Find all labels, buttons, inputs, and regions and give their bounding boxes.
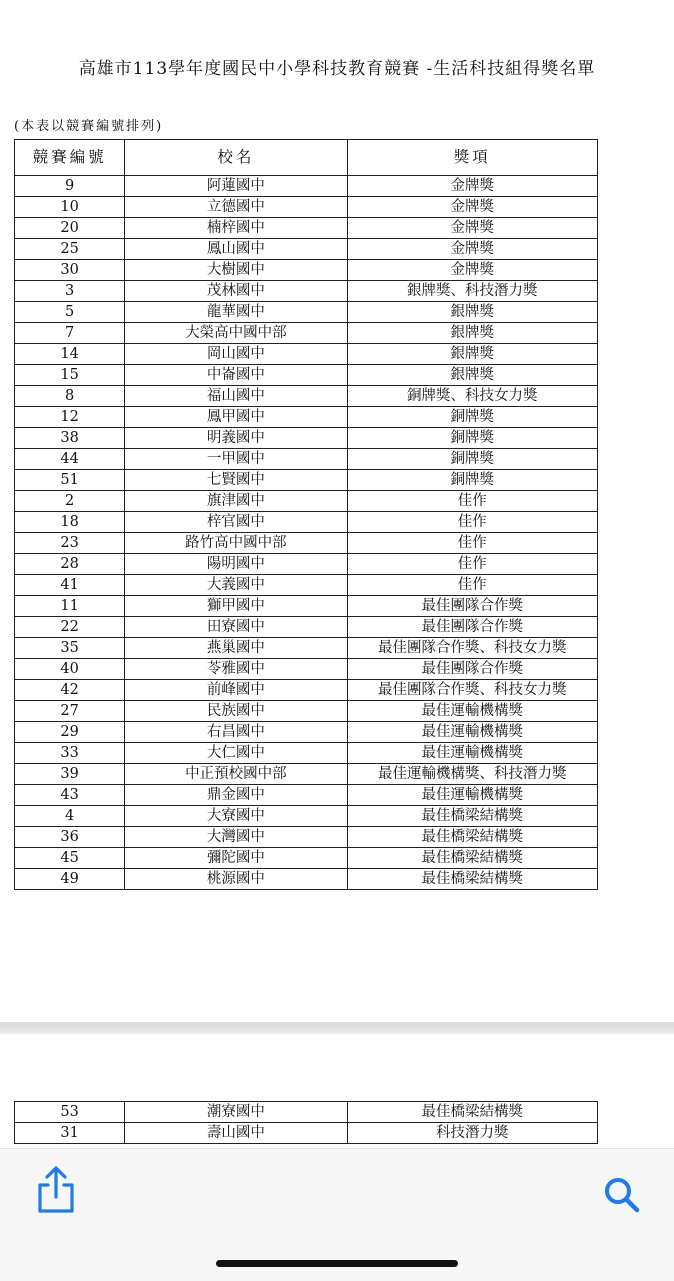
cell-school: 明義國中 <box>125 428 347 449</box>
cell-school: 中正預校國中部 <box>125 764 347 785</box>
cell-award: 最佳團隊合作獎、科技女力獎 <box>347 680 597 701</box>
cell-award: 銀牌獎 <box>347 365 597 386</box>
cell-school: 陽明國中 <box>125 554 347 575</box>
cell-number: 5 <box>15 302 125 323</box>
cell-school: 燕巢國中 <box>125 638 347 659</box>
table-row <box>15 680 598 701</box>
table-row <box>15 827 598 848</box>
table-row <box>15 428 598 449</box>
cell-award: 最佳運輸機構獎 <box>347 743 597 764</box>
cell-school: 七賢國中 <box>125 470 347 491</box>
cell-award: 最佳團隊合作獎 <box>347 596 597 617</box>
table-row <box>15 407 598 428</box>
cell-award: 銀牌獎 <box>347 344 597 365</box>
cell-school: 大寮國中 <box>125 806 347 827</box>
cell-school: 茂林國中 <box>125 281 347 302</box>
table-row <box>15 218 598 239</box>
header-number: 競賽編號 <box>15 140 125 176</box>
cell-school: 楠梓國中 <box>125 218 347 239</box>
share-button[interactable] <box>34 1165 78 1215</box>
table-row <box>15 176 598 197</box>
awards-table-body <box>15 176 598 890</box>
cell-number: 8 <box>15 386 125 407</box>
cell-school: 福山國中 <box>125 386 347 407</box>
table-row <box>15 848 598 869</box>
cell-award: 佳作 <box>347 575 597 596</box>
cell-number: 41 <box>15 575 125 596</box>
cell-school: 獅甲國中 <box>125 596 347 617</box>
table-row <box>15 806 598 827</box>
table-row <box>15 386 598 407</box>
cell-number: 40 <box>15 659 125 680</box>
cell-number: 35 <box>15 638 125 659</box>
cell-award: 最佳橋梁結構獎 <box>347 1102 597 1123</box>
document-title: 高雄市113學年度國民中小學科技教育競賽 -生活科技組得獎名單 <box>78 59 596 79</box>
table-row <box>15 638 598 659</box>
cell-award: 最佳運輸機構獎 <box>347 701 597 722</box>
table-row <box>15 743 598 764</box>
table-row <box>15 764 598 785</box>
table-row <box>15 449 598 470</box>
table-row <box>15 554 598 575</box>
cell-number: 11 <box>15 596 125 617</box>
sort-note: (本表以競賽編號排列) <box>14 119 164 134</box>
cell-school: 彌陀國中 <box>125 848 347 869</box>
cell-number: 43 <box>15 785 125 806</box>
cell-number: 51 <box>15 470 125 491</box>
table-row <box>15 1102 598 1123</box>
awards-table-page2 <box>14 1101 598 1144</box>
cell-number: 3 <box>15 281 125 302</box>
table-row <box>15 260 598 281</box>
cell-award: 銅牌獎 <box>347 449 597 470</box>
cell-school: 潮寮國中 <box>125 1102 347 1123</box>
cell-school: 路竹高中國中部 <box>125 533 347 554</box>
cell-number: 36 <box>15 827 125 848</box>
cell-award: 最佳團隊合作獎 <box>347 659 597 680</box>
table-row <box>15 239 598 260</box>
cell-number: 28 <box>15 554 125 575</box>
cell-number: 29 <box>15 722 125 743</box>
cell-school: 壽山國中 <box>125 1123 347 1144</box>
cell-award: 佳作 <box>347 533 597 554</box>
cell-award: 最佳運輸機構獎 <box>347 722 597 743</box>
cell-school: 右昌國中 <box>125 722 347 743</box>
cell-number: 44 <box>15 449 125 470</box>
cell-number: 39 <box>15 764 125 785</box>
table-row <box>15 344 598 365</box>
cell-award: 最佳團隊合作獎、科技女力獎 <box>347 638 597 659</box>
cell-number: 4 <box>15 806 125 827</box>
table-row <box>15 701 598 722</box>
cell-award: 金牌獎 <box>347 239 597 260</box>
bottom-toolbar <box>0 1148 674 1281</box>
table-row <box>15 302 598 323</box>
cell-award: 銀牌獎、科技潛力獎 <box>347 281 597 302</box>
cell-award: 最佳橋梁結構獎 <box>347 827 597 848</box>
cell-award: 佳作 <box>347 554 597 575</box>
page-separator <box>0 1022 674 1034</box>
cell-school: 鼎金國中 <box>125 785 347 806</box>
table-row <box>15 533 598 554</box>
cell-number: 45 <box>15 848 125 869</box>
cell-number: 49 <box>15 869 125 890</box>
cell-number: 20 <box>15 218 125 239</box>
cell-school: 梓官國中 <box>125 512 347 533</box>
cell-number: 33 <box>15 743 125 764</box>
cell-school: 一甲國中 <box>125 449 347 470</box>
table-row <box>15 197 598 218</box>
cell-school: 旗津國中 <box>125 491 347 512</box>
cell-school: 鳳山國中 <box>125 239 347 260</box>
cell-number: 7 <box>15 323 125 344</box>
cell-school: 岡山國中 <box>125 344 347 365</box>
header-award: 獎項 <box>347 140 597 176</box>
awards-table <box>14 139 598 890</box>
cell-school: 前峰國中 <box>125 680 347 701</box>
cell-school: 龍華國中 <box>125 302 347 323</box>
table-row <box>15 281 598 302</box>
cell-number: 2 <box>15 491 125 512</box>
cell-number: 23 <box>15 533 125 554</box>
cell-number: 27 <box>15 701 125 722</box>
cell-school: 大榮高中國中部 <box>125 323 347 344</box>
cell-award: 金牌獎 <box>347 176 597 197</box>
cell-school: 大灣國中 <box>125 827 347 848</box>
cell-number: 12 <box>15 407 125 428</box>
cell-number: 18 <box>15 512 125 533</box>
table-row <box>15 617 598 638</box>
cell-number: 15 <box>15 365 125 386</box>
cell-number: 31 <box>15 1123 125 1144</box>
cell-award: 佳作 <box>347 512 597 533</box>
cell-award: 最佳運輸機構獎 <box>347 785 597 806</box>
table-row <box>15 1123 598 1144</box>
table-row <box>15 596 598 617</box>
cell-award: 銀牌獎 <box>347 302 597 323</box>
cell-school: 民族國中 <box>125 701 347 722</box>
table-row <box>15 323 598 344</box>
cell-number: 38 <box>15 428 125 449</box>
cell-number: 22 <box>15 617 125 638</box>
cell-award: 最佳運輸機構獎、科技潛力獎 <box>347 764 597 785</box>
table-row <box>15 869 598 890</box>
cell-award: 最佳團隊合作獎 <box>347 617 597 638</box>
cell-award: 最佳橋梁結構獎 <box>347 869 597 890</box>
cell-school: 苓雅國中 <box>125 659 347 680</box>
search-button[interactable] <box>600 1173 644 1217</box>
cell-award: 科技潛力獎 <box>347 1123 597 1144</box>
table-row <box>15 659 598 680</box>
cell-number: 42 <box>15 680 125 701</box>
cell-number: 30 <box>15 260 125 281</box>
cell-number: 25 <box>15 239 125 260</box>
cell-award: 佳作 <box>347 491 597 512</box>
home-indicator <box>216 1260 458 1267</box>
cell-school: 阿蓮國中 <box>125 176 347 197</box>
table-row <box>15 785 598 806</box>
table-row <box>15 722 598 743</box>
cell-school: 中崙國中 <box>125 365 347 386</box>
cell-award: 最佳橋梁結構獎 <box>347 848 597 869</box>
cell-school: 鳳甲國中 <box>125 407 347 428</box>
cell-award: 金牌獎 <box>347 260 597 281</box>
cell-school: 大義國中 <box>125 575 347 596</box>
cell-award: 銅牌獎 <box>347 470 597 491</box>
search-icon <box>600 1173 644 1217</box>
cell-school: 大仁國中 <box>125 743 347 764</box>
cell-number: 9 <box>15 176 125 197</box>
cell-school: 桃源國中 <box>125 869 347 890</box>
table-header-row <box>15 140 598 176</box>
table-row <box>15 491 598 512</box>
cell-award: 銅牌獎、科技女力獎 <box>347 386 597 407</box>
cell-number: 14 <box>15 344 125 365</box>
cell-award: 銅牌獎 <box>347 428 597 449</box>
cell-award: 金牌獎 <box>347 197 597 218</box>
cell-award: 最佳橋梁結構獎 <box>347 806 597 827</box>
table-row <box>15 365 598 386</box>
cell-school: 大樹國中 <box>125 260 347 281</box>
cell-award: 銅牌獎 <box>347 407 597 428</box>
share-icon <box>34 1165 78 1215</box>
cell-number: 10 <box>15 197 125 218</box>
cell-award: 銀牌獎 <box>347 323 597 344</box>
cell-award: 金牌獎 <box>347 218 597 239</box>
table-row <box>15 470 598 491</box>
table-row <box>15 575 598 596</box>
header-school: 校名 <box>125 140 347 176</box>
cell-school: 田寮國中 <box>125 617 347 638</box>
table-row <box>15 512 598 533</box>
cell-school: 立德國中 <box>125 197 347 218</box>
awards-table-page2-body <box>15 1102 598 1144</box>
cell-number: 53 <box>15 1102 125 1123</box>
